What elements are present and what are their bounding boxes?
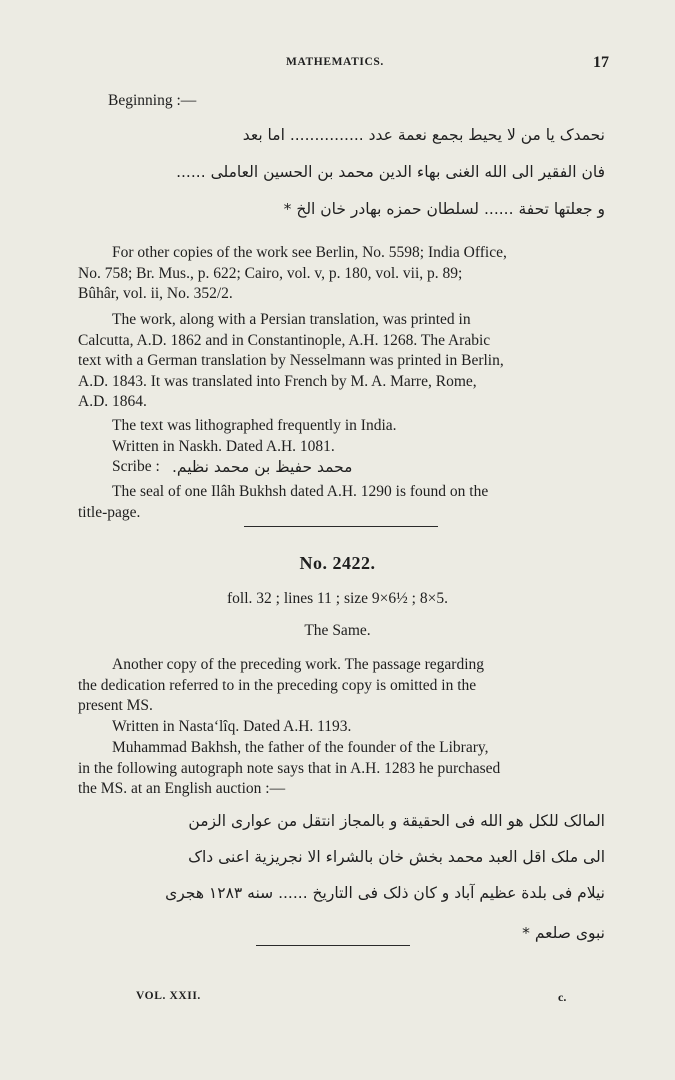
written-naskh-line: Written in Naskh. Dated A.H. 1081. [112, 438, 335, 455]
scribe-arabic: محمد حفیظ بن محمد نظیم. [172, 458, 353, 476]
end-divider [256, 945, 410, 946]
entry-title: The Same. [304, 622, 371, 639]
footer-signature: c. [558, 990, 567, 1004]
another-copy-paragraph [78, 655, 608, 717]
arabic-beginning-line-1: نحمدک یا من لا یحیط بجمع نعمة عدد ............... اما بعد [242, 126, 605, 144]
para-line: The work, along with a Persian translation, was printed in [112, 311, 471, 328]
lithographed-line: The text was lithographed frequently in India. [112, 417, 397, 434]
para-line: Another copy of the preceding work. The passage regarding [112, 656, 485, 673]
written-nastaliq-line: Written in Nasta‘lîq. Dated A.H. 1193. [112, 718, 352, 735]
para-line: text with a German translation by Nesselmann was printed in Berlin, [78, 352, 504, 369]
para-line: the dedication referred to in the preceding copy is omitted in the [78, 676, 477, 694]
para-line: the MS. at an English auction :— [78, 780, 286, 797]
arabic-note-line-1: المالک للکل هو الله فی الحقیقة و بالمجاز انتقل من عواری الزمن [188, 812, 605, 830]
para-line: The seal of one Ilâh Bukhsh dated A.H. 1290 is found on the [112, 483, 489, 500]
autograph-note-paragraph [78, 738, 608, 800]
other-copies-paragraph [78, 243, 608, 305]
page-number: 17 [593, 54, 609, 71]
footer-volume: VOL. XXII. [136, 990, 201, 1002]
para-line: title-page. [78, 503, 141, 521]
para-line: present MS. [78, 697, 153, 714]
para-line: in the following autograph note says that in A.H. 1283 he purchased [78, 759, 501, 777]
para-line: Muhammad Bakhsh, the father of the founder of the Library, [112, 739, 489, 756]
para-line: A.D. 1843. It was translated into French by M. A. Marre, Rome, [78, 372, 477, 390]
beginning-label: Beginning :— [108, 92, 197, 109]
entry-number: No. 2422. [299, 553, 376, 573]
para-line: Bûhâr, vol. ii, No. 352/2. [78, 285, 233, 302]
arabic-beginning-line-2: فان الفقیر الی الله الغنی بهاء الدین محمد بن الحسین العاملی ...... [176, 163, 605, 181]
arabic-note-line-2: الی ملک اقل العبد محمد بخش خان بالشراء الا نجریزیة اعنی داک [188, 848, 605, 866]
running-title: MATHEMATICS. [286, 56, 384, 68]
para-line: A.D. 1864. [78, 393, 147, 410]
para-line: Calcutta, A.D. 1862 and in Constantinople, A.H. 1268. The Arabic [78, 331, 491, 349]
scribe-label: Scribe : [112, 458, 160, 475]
seal-paragraph [78, 482, 608, 523]
arabic-note-line-3: نیلام فی بلدة عظیم آباد و کان ذلک فی التاریخ ...... سنه ۱۲۸۳ هجری [165, 884, 605, 902]
para-line: For other copies of the work see Berlin, No. 5598; India Office, [112, 244, 507, 261]
printing-paragraph [78, 310, 608, 413]
arabic-note-line-4: نبوی صلعم * [522, 924, 605, 942]
para-line: No. 758; Br. Mus., p. 622; Cairo, vol. v, p. 180, vol. vii, p. 89; [78, 264, 463, 282]
entry-details: foll. 32 ; lines 11 ; size 9×6½ ; 8×5. [227, 590, 448, 607]
section-divider [244, 526, 438, 527]
arabic-beginning-line-3: و جعلتها تحفة ...... لسلطان حمزه بهادر خان الخ * [283, 200, 605, 218]
